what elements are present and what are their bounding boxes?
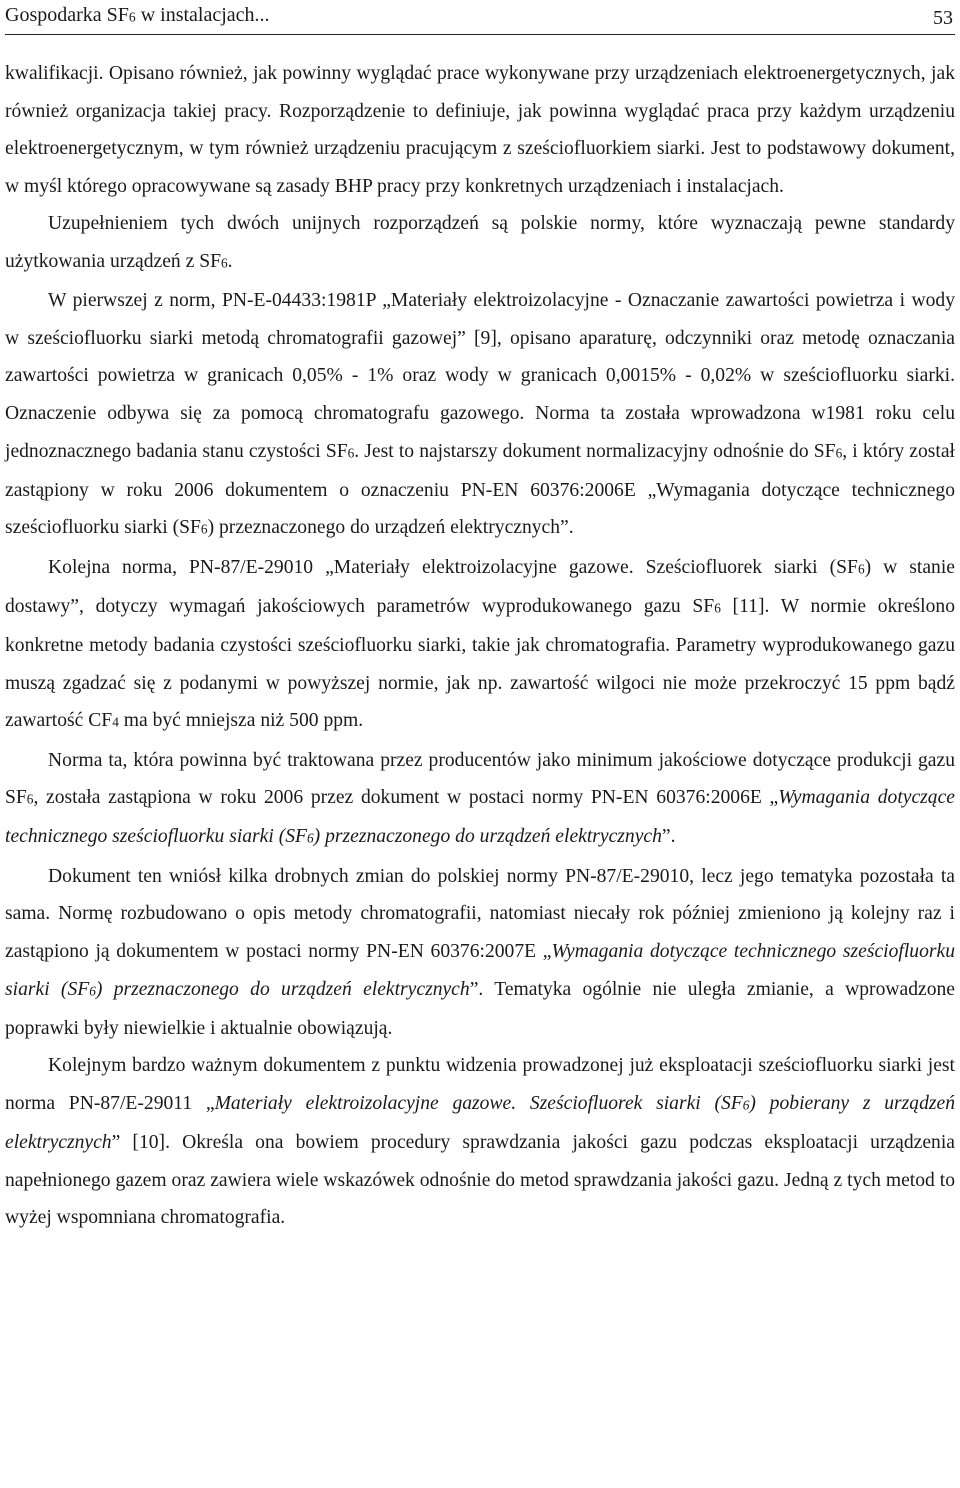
page-number: 53 [933, 7, 953, 29]
paragraph-7: Kolejnym bardzo ważnym dokumentem z punktu widzenia prowadzonej już eksploatacji sześciofluorku siarki jest norma PN-87/E-29011 „Materiały elektroizolacyjne gazowe. Sześciofluorek siarki (SF6) pobierany z urządzeń elektrycznych” [10]. Określa ona bowiem procedury sprawdzania jakości gazu podczas eksploatacji urządzenia napełnionego gazem oraz zawiera wiele wskazówek odnośnie do metod sprawdzania jakości gazu. Jedną z tych metod to wyżej wspomniana chromatografia. [5, 1055, 955, 1229]
header-title: Gospodarka SF6 w instalacjach... [5, 4, 270, 27]
paragraph-6: Dokument ten wniósł kilka drobnych zmian do polskiej normy PN-87/E-29010, lecz jego tematyka pozostała ta sama. Normę rozbudowano o opis metody chromatografii, natomiast niecały rok później zmieniono ją kolejny raz i zastąpiono ją dokumentem w postaci normy PN-EN 60376:2007E „Wymagania dotyczące technicznego sześciofluorku siarki (SF6) przeznaczonego do urządzeń elektrycznych”. Tematyka ogólnie nie uległa zmianie, a wprowadzone poprawki były niewielkie i aktualnie obowiązują. [5, 865, 956, 1039]
body-text [5, 55, 955, 1237]
italic-standard-title: Wymagania dotyczące technicznego sześciofluorku siarki (SF [5, 940, 955, 1000]
italic-standard-title: Materiały elektroizolacyjne gazowe. Sześciofluorek siarki (SF [214, 1092, 743, 1114]
paragraph-2: Uzupełnieniem tych dwóch unijnych rozporządzeń są polskie normy, które wyznaczają pewne standardy użytkowania urządzeń z SF6. [5, 213, 955, 272]
paragraph-4: Kolejna norma, PN-87/E-29010 „Materiały elektroizolacyjne gazowe. Sześciofluorek siarki (SF6) w stanie dostawy”, dotyczy wymagań jakościowych parametrów wyprodukowanego gazu SF6 [11]. W normie określono konkretne metody badania czystości sześciofluorku siarki, takie jak chromatografia. Parametry wyprodukowanego gazu muszą zgadzać się z podanymi w powyższej normie, jak np. zawartość wilgoci nie może przekroczyć 15 ppm bądź zawartość CF4 ma być mniejsza niż 500 ppm. [5, 556, 955, 732]
running-header [5, 0, 955, 35]
paragraph-3: W pierwszej z norm, PN-E-04433:1981P „Materiały elektroizolacyjne - Oznaczanie zawartości powietrza i wody w sześciofluorku siarki metodą chromatografii gazowej” [9], opisano aparaturę, odczynniki oraz metodę oznaczania zawartości powietrza w granicach 0,05% - 1% oraz wody w granicach 0,0015% - 0,02% w sześciofluorku siarki. Oznaczenie odbywa się za pomocą chromatografu gazowego. Norma ta została wprowadzona w1981 roku celu jednoznacznego badania stanu czystości SF6. Jest to najstarszy dokument normalizacyjny odnośnie do SF6, i który został zastąpiony w roku 2006 dokumentem o oznaczeniu PN-EN 60376:2006E „Wymagania dotyczące technicznego sześciofluorku siarki (SF6) przeznaczonego do urządzeń elektrycznych”. [5, 290, 956, 539]
header-title-subscript: 6 [128, 10, 136, 25]
paragraph-5: Norma ta, która powinna być traktowana przez producentów jako minimum jakościowe dotyczące produkcji gazu SF6, została zastąpiona w roku 2006 przez dokument w postaci normy PN-EN 60376:2006E „Wymagania dotyczące technicznego sześciofluorku siarki (SF6) przeznaczonego do urządzeń elektrycznych”. [5, 749, 955, 848]
italic-standard-title: Wymagania dotyczące technicznego sześciofluorku siarki (SF [5, 787, 955, 848]
paragraph-1: kwalifikacji. Opisano również, jak powinny wyglądać prace wykonywane przy urządzeniach elektroenergetycznych, jak również organizacja takiej pracy. Rozporządzenie to definiuje, jak powinna wyglądać praca przy każdym urządzeniu elektroenergetycznym, w tym również urządzeniu pracującym z sześciofluorkiem siarki. Jest to podstawowy dokument, w myśl którego opracowywane są zasady BHP pracy przy konkretnych urządzeniach i instalacjach. [5, 63, 955, 197]
